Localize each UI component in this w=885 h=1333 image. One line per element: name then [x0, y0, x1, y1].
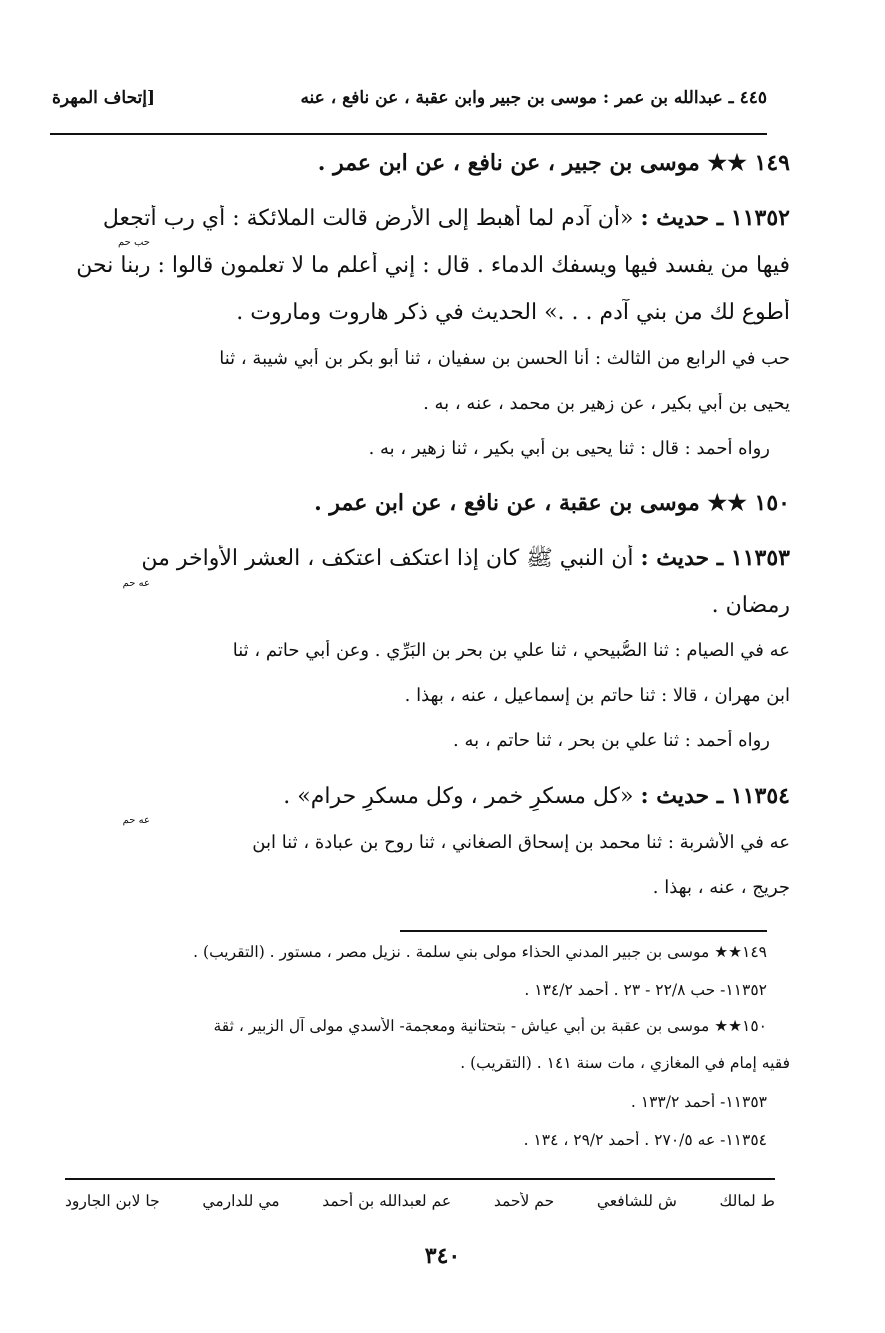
hadith-11353-line-2: رمضان .: [711, 593, 790, 618]
hadith-text: «كل مسكرٍ خمر ، وكل مسكرٍ حرام» .: [283, 784, 634, 809]
legend-item: عم لعبدالله بن أحمد: [322, 1192, 452, 1210]
hadith-11354-line-1: [50, 783, 790, 811]
legend-item: جا لابن الجارود: [65, 1192, 160, 1210]
hadith-number: ١١٣٥٣ ـ حديث :: [640, 545, 790, 571]
isnad-line: عه في الأشربة : ثنا محمد بن إسحاق الصغاني ، ثنا روح بن عبادة ، ثنا ابن: [252, 832, 790, 853]
footnote-line: ١١٣٥٢- حب ٢٢/٨ - ٢٣ . أحمد ١٣٤/٢ .: [524, 981, 767, 999]
isnad-line: عه في الصيام : ثنا الصُّبيحي ، ثنا علي بن بحر بن البَرِّي . وعن أبي حاتم ، ثنا: [232, 640, 790, 661]
page-number: ٣٤٠: [424, 1243, 461, 1269]
sigla: عه حم: [122, 578, 150, 589]
isnad-line: ابن مهران ، قالا : ثنا حاتم بن إسماعيل ، عنه ، بهذا .: [404, 685, 790, 706]
hadith-text: أن النبي ﷺ كان إذا اعتكف اعتكف ، العشر الأواخر من: [141, 546, 634, 571]
footnote-line: ١٤٩★★ موسى بن جبير المدني الحذاء مولى بني سلمة . نزيل مصر ، مستور . (التقريب) .: [193, 943, 767, 961]
hadith-11353-line-1: [50, 545, 790, 573]
book-name: [إتحاف المهرة: [52, 88, 156, 108]
legend-item: مي للدارمي: [202, 1192, 280, 1210]
legend-item: حم لأحمد: [493, 1192, 555, 1210]
legend-item: ط لمالك: [719, 1192, 775, 1210]
hadith-text: «أن آدم لما أهبط إلى الأرض قالت الملائكة : أي رب أتجعل: [102, 206, 634, 231]
footnote-rule: [400, 930, 767, 932]
hadith-11352-line-1: [50, 205, 790, 233]
hadith-11352-line-3: أطوع لك من بني آدم . . .» الحديث في ذكر هاروت وماروت .: [236, 300, 790, 325]
isnad-line: حب في الرابع من الثالث : أنا الحسن بن سفيان ، ثنا أبو بكر بن أبي شيبة ، ثنا: [219, 348, 790, 369]
sigla: حب حم: [117, 237, 150, 248]
hadith-11352-line-2: فيها من يفسد فيها ويسفك الدماء . قال : إني أعلم ما لا تعلمون قالوا : ربنا نحن: [76, 253, 790, 278]
legend-item: ش للشافعي: [596, 1192, 677, 1210]
isnad-line: رواه أحمد : ثنا علي بن بحر ، ثنا حاتم ، به .: [453, 730, 770, 751]
sigla-legend: [65, 1192, 775, 1211]
footnote-line: فقيه إمام في المغازي ، مات سنة ١٤١ . (التقريب) .: [460, 1054, 790, 1072]
footnote-line: ١٥٠★★ موسى بن عقبة بن أبي عياش - بتحتانية ومعجمة- الأسدي مولى آل الزبير ، ثقة: [213, 1017, 767, 1035]
section-heading-150: ١٥٠ ★★ موسى بن عقبة ، عن نافع ، عن ابن عمر .: [314, 490, 790, 516]
footnote-line: ١١٣٥٣- أحمد ١٣٣/٢ .: [630, 1093, 767, 1111]
hadith-number: ١١٣٥٤ ـ حديث :: [640, 783, 790, 809]
isnad-line: جريج ، عنه ، بهذا .: [652, 877, 790, 898]
isnad-line: يحيى بن أبي بكير ، عن زهير بن محمد ، عنه ، به .: [423, 393, 790, 414]
running-title: ٤٤٥ ـ عبدالله بن عمر : موسى بن جبير وابن عقبة ، عن نافع ، عنه: [300, 88, 767, 108]
header-rule: [50, 133, 767, 135]
footnote-line: ١١٣٥٤- عه ٢٧٠/٥ . أحمد ٢٩/٢ ، ١٣٤ .: [523, 1131, 767, 1149]
section-heading-149: ١٤٩ ★★ موسى بن جبير ، عن نافع ، عن ابن عمر .: [317, 150, 790, 176]
legend-rule: [65, 1178, 775, 1180]
hadith-number: ١١٣٥٢ ـ حديث :: [640, 205, 790, 231]
sigla: عه حم: [122, 815, 150, 826]
isnad-line: رواه أحمد : قال : ثنا يحيى بن أبي بكير ، ثنا زهير ، به .: [368, 438, 770, 459]
